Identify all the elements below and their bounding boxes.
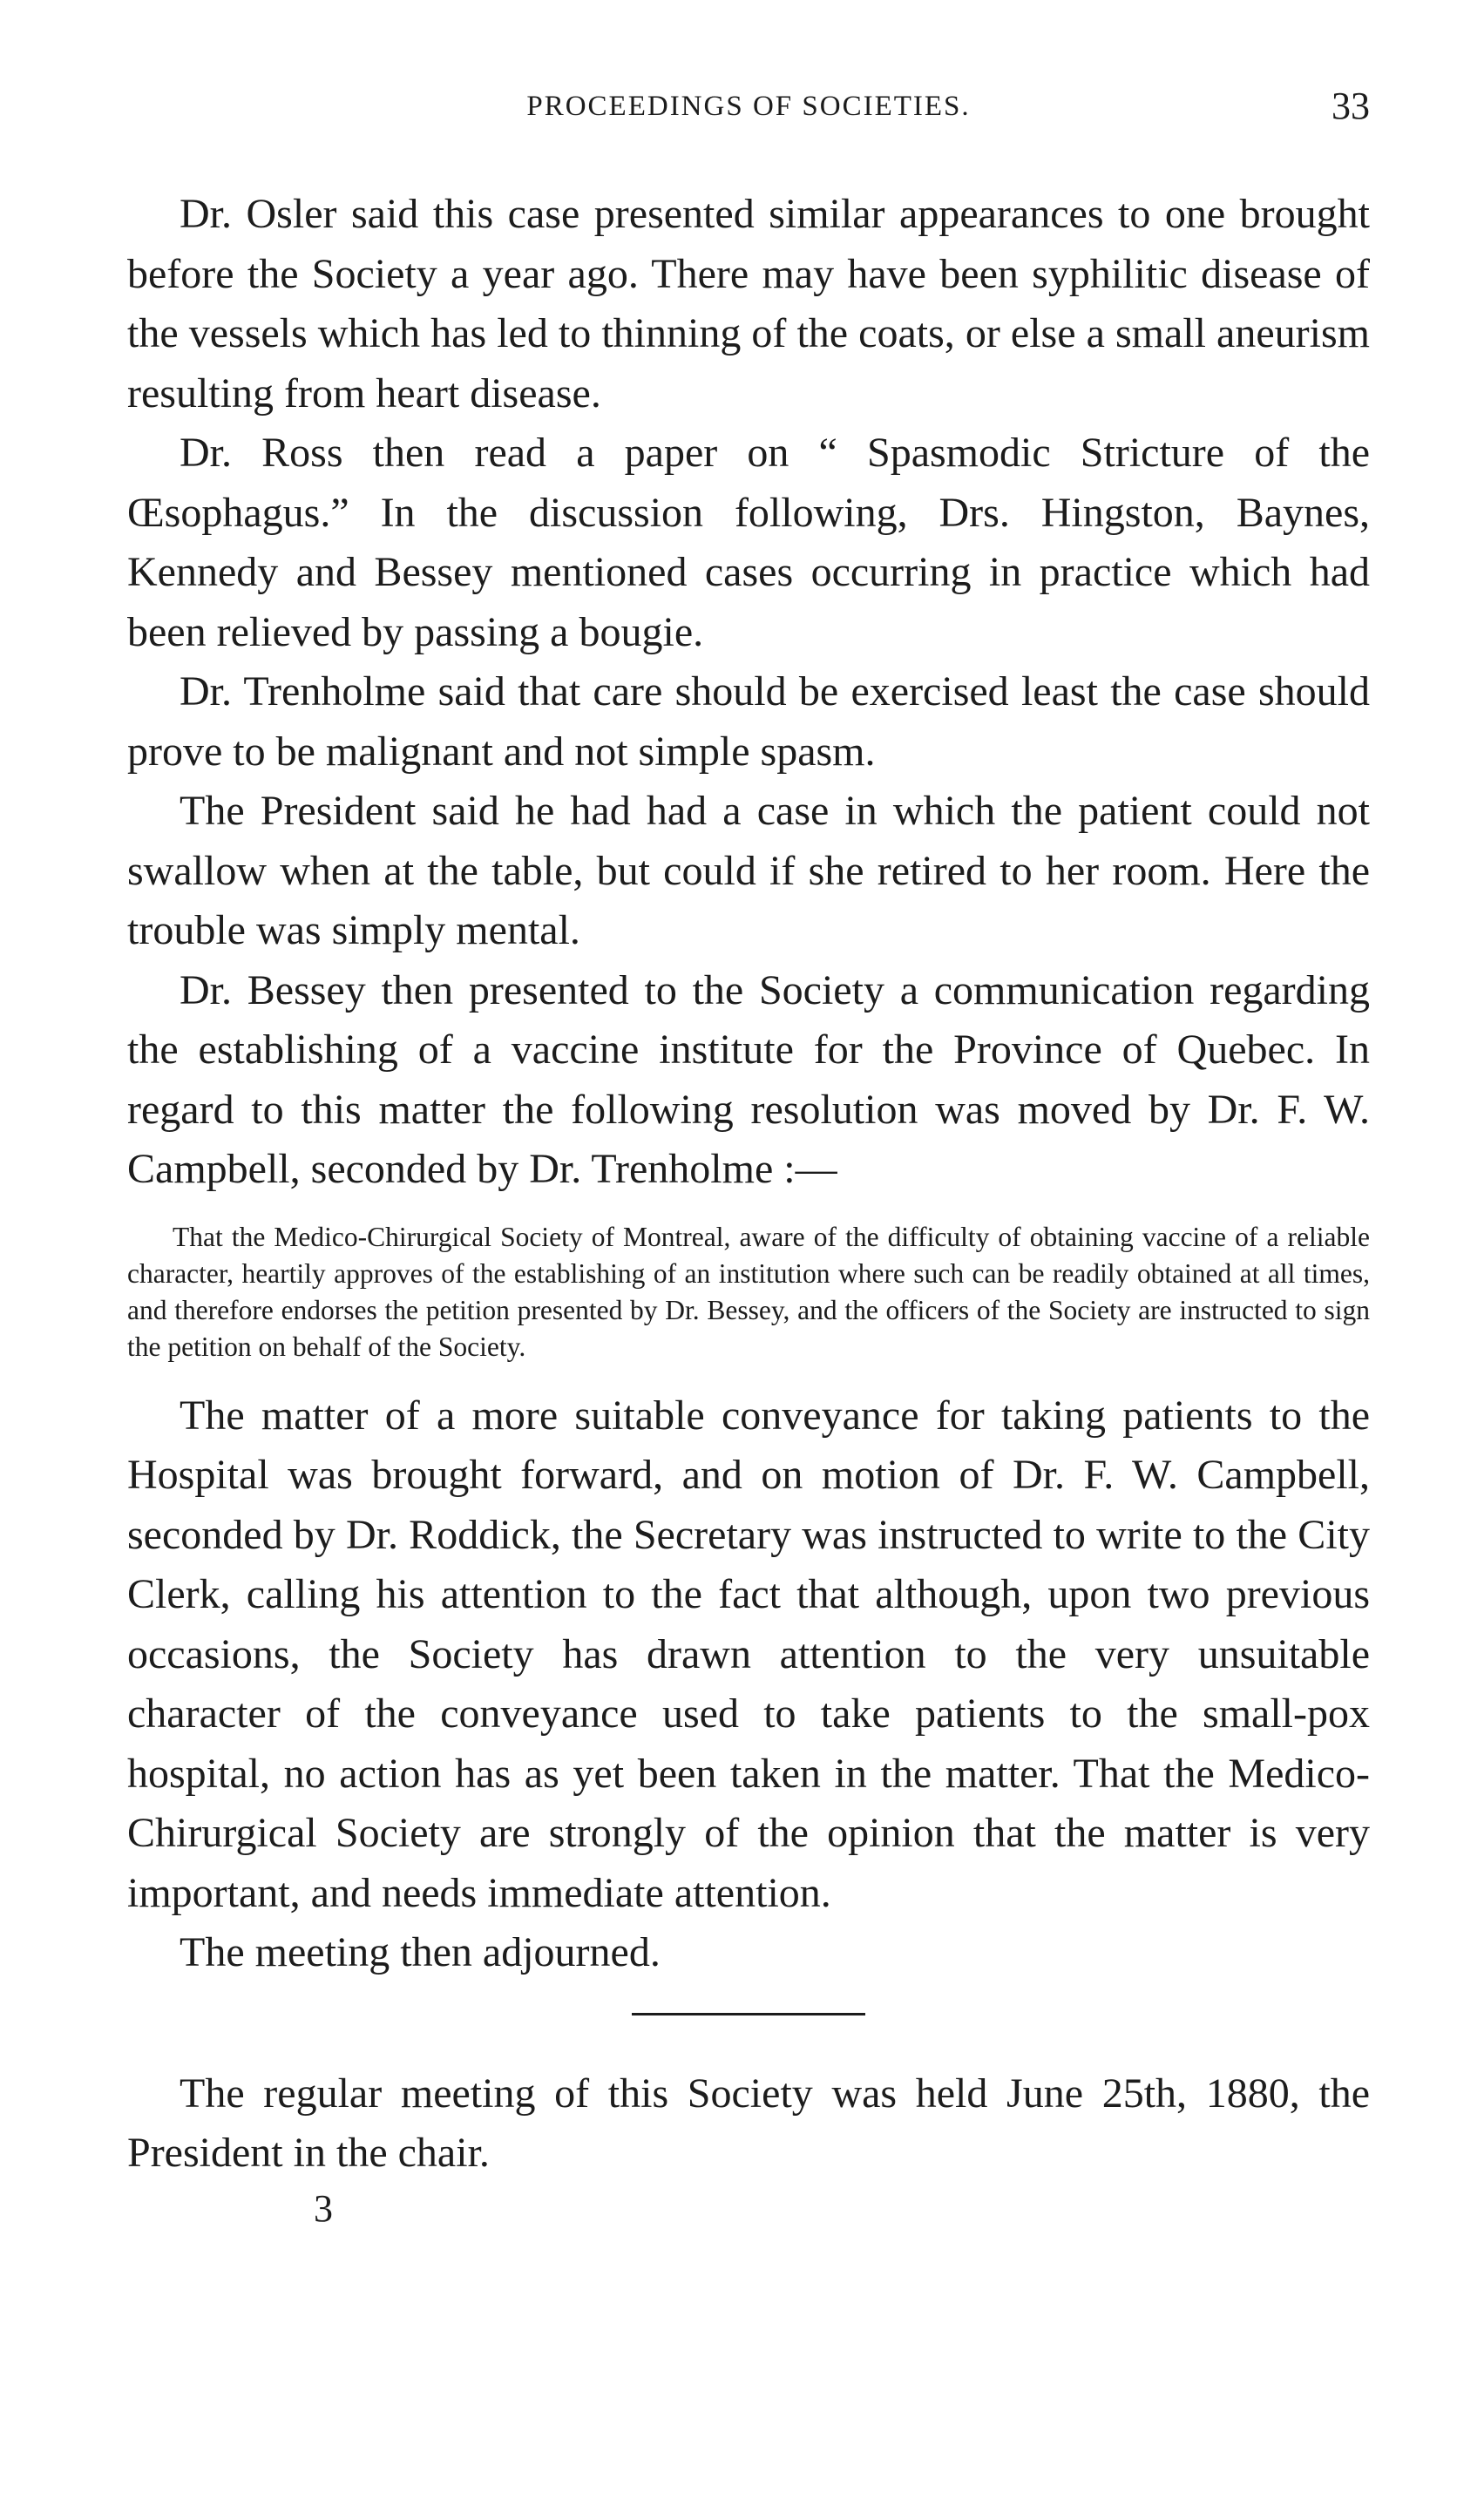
document-page (127, 84, 1370, 2231)
page-number: 33 (1332, 85, 1370, 127)
paragraph-regular-meeting: The regular meeting of this Society was held June 25th, 1880, the President in the chair. (127, 2070, 1370, 2176)
section-divider (632, 2013, 865, 2015)
paragraph-president: The President said he had had a case in which the patient could not swallow when at the table, but could if she retired to her room. Here the trouble was simply mental. (127, 788, 1370, 953)
running-title: PROCEEDINGS OF SOCIETIES. (526, 91, 971, 122)
paragraph-bessey: Dr. Bessey then presented to the Society a communication regarding the establishing of a vaccine institute for the Province of Quebec. In regard to this matter the following resolution was moved by Dr. F. W. Campbell, seconded by Dr. Trenholme :— (127, 966, 1370, 1192)
running-head (127, 84, 1370, 136)
paragraph-conveyance: The matter of a more suitable conveyance for taking patients to the Hospital was brought forward, and on motion of Dr. F. W. Campbell, seconded by Dr. Roddick, the Secretary was instructed to write to the City Clerk, calling his attention to the fact that although, upon two previous occasions, the Society has drawn attention to the very unsuitable character of the conveyance used to take patients to the small-pox hospital, no action has as yet been taken in the matter. That the Medico-Chirurgical Society are strongly of the opinion that the matter is very important, and needs immediate attention. (127, 1392, 1370, 1916)
resolution-text: That the Medico-Chirurgical Society of Montreal, aware of the difficulty of obtaining vaccine of a reliable character, heartily approves of the establishing of an institution where such can be readily obtained at all times, and therefore endorses the petition presented by Dr. Bessey, and the officers of the Society are instructed to sign the petition on behalf of the Society. (127, 1221, 1370, 1362)
signature-mark: 3 (314, 2186, 333, 2230)
paragraph-osler: Dr. Osler said this case presented similar appearances to one brought before the Society a year ago. There may have been syphilitic disease of the vessels which has led to thinning of the coats, or else a small aneurism resulting from heart disease. (127, 191, 1370, 417)
paragraph-adjourned: The meeting then adjourned. (180, 1929, 661, 1975)
paragraph-ross: Dr. Ross then read a paper on “ Spasmodic Stricture of the Œsophagus.” In the discussion following, Drs. Hingston, Baynes, Kennedy and Bessey mentioned cases occurring in practice which had been relieved by passing a bougie. (127, 430, 1370, 655)
paragraph-trenholme: Dr. Trenholme said that care should be exercised least the case should prove to be malignant and not simple spasm. (127, 668, 1370, 775)
body-text (127, 185, 1370, 2231)
